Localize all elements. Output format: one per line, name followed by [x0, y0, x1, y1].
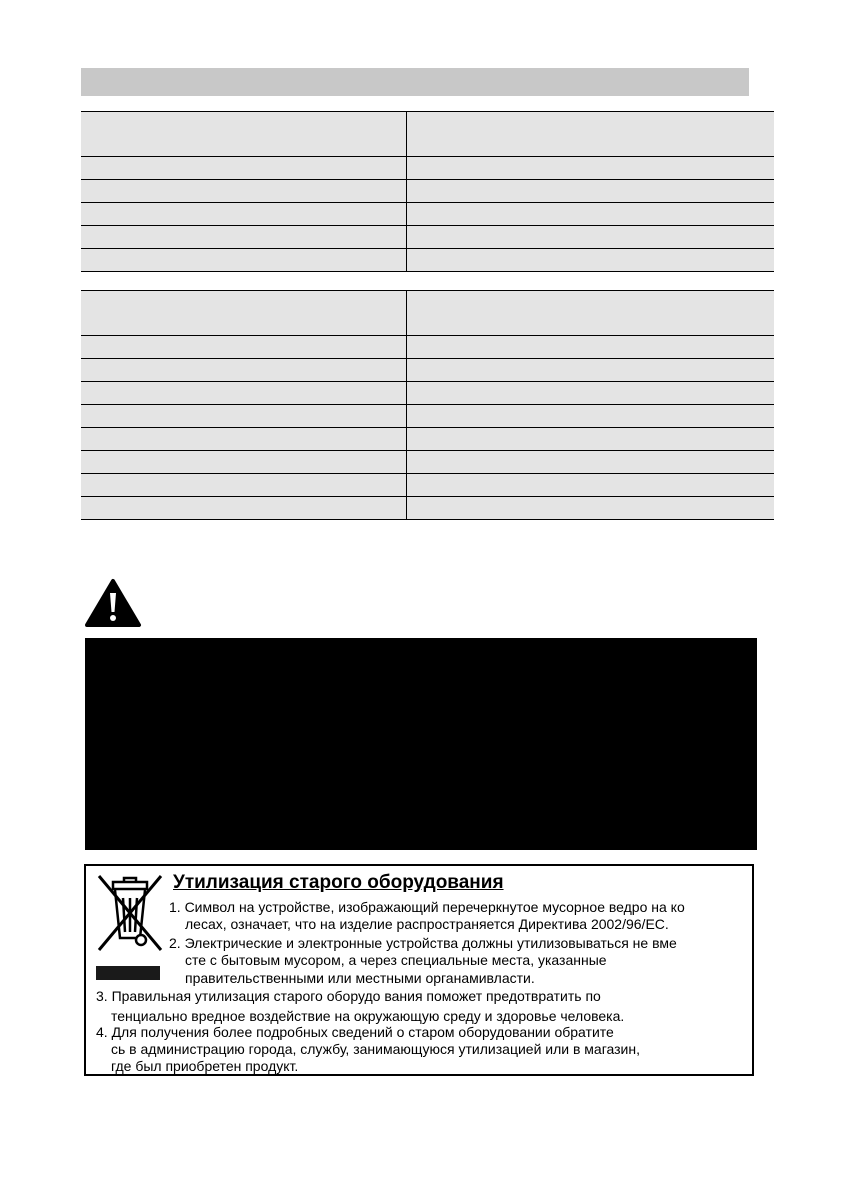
table-cell [81, 291, 407, 336]
table-row [81, 382, 774, 405]
table-cell [81, 226, 407, 249]
table-cell [81, 382, 407, 405]
table-row [81, 249, 774, 272]
table-cell [407, 428, 775, 451]
table-cell [81, 203, 407, 226]
table-header-row [81, 112, 774, 157]
table-cell [81, 359, 407, 382]
notice-line: где был приобретен продукт. [111, 1058, 299, 1074]
table-row [81, 428, 774, 451]
table-row [81, 157, 774, 180]
disposal-title: Утилизация старого оборудования [173, 872, 504, 893]
table-row [81, 451, 774, 474]
table-cell [407, 359, 775, 382]
notice-line: 1. Символ на устройстве, изображающий перечеркнутое мусорное ведро на ко [169, 899, 685, 915]
table-cell [407, 336, 775, 359]
table-cell [407, 405, 775, 428]
table-cell [81, 497, 407, 520]
table-cell [407, 180, 775, 203]
table-row [81, 180, 774, 203]
table-cell [407, 474, 775, 497]
spec-table [81, 290, 774, 520]
table-row [81, 474, 774, 497]
table-cell [81, 112, 407, 157]
bar-marker [96, 966, 160, 980]
table-cell [407, 203, 775, 226]
table-header-row [81, 291, 774, 336]
table-cell [407, 382, 775, 405]
table-cell [81, 180, 407, 203]
notice-line: лесах, означает, что на изделие распространяется Директива 2002/96/ЕС. [185, 916, 669, 932]
notice-line: 2. Электрические и электронные устройства должны утилизовываться не вме [169, 935, 677, 951]
table-cell [407, 157, 775, 180]
table-cell [81, 336, 407, 359]
table-cell [407, 112, 775, 157]
table-row [81, 336, 774, 359]
notice-line: тенциально вредное воздействие на окружающую среду и здоровье человека. [111, 1008, 625, 1024]
notice-line: 4. Для получения более подробных сведений о старом оборудовании обратите [96, 1024, 614, 1040]
table-cell [81, 474, 407, 497]
spec-table [81, 111, 774, 272]
warning-triangle-icon [84, 578, 142, 628]
table-row [81, 405, 774, 428]
table-row [81, 359, 774, 382]
table-cell [407, 226, 775, 249]
table-row [81, 226, 774, 249]
disposal-notice [84, 864, 754, 1076]
table-cell [81, 428, 407, 451]
crossed-out-bin-icon [93, 872, 167, 954]
warning-panel [85, 638, 757, 850]
notice-line: 3. Правильная утилизация старого оборудо вания поможет предотвратить по [96, 988, 601, 1004]
table-cell [407, 451, 775, 474]
notice-line: сте с бытовым мусором, а через специальные места, указанные [185, 952, 607, 968]
table-cell [81, 157, 407, 180]
notice-line: сь в администрацию города, службу, занимающуюся утилизацией или в магазин, [111, 1041, 640, 1057]
table-cell [81, 451, 407, 474]
notice-line: правительственными или местными органамивласти. [185, 970, 535, 986]
table-cell [407, 291, 775, 336]
table-cell [407, 249, 775, 272]
table-row [81, 497, 774, 520]
table-cell [81, 249, 407, 272]
table-cell [81, 405, 407, 428]
section-header-bar [81, 68, 749, 96]
table-row [81, 203, 774, 226]
table-cell [407, 497, 775, 520]
